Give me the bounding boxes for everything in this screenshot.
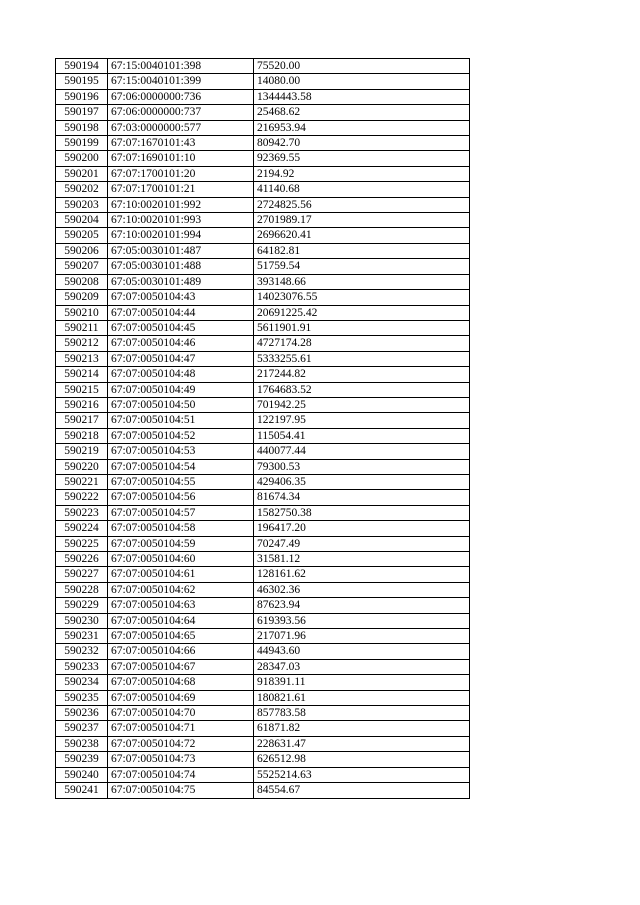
amount-cell: 228631.47 (254, 736, 470, 751)
cadastral-number-cell: 67:07:0050104:43 (108, 290, 254, 305)
amount-cell: 1582750.38 (254, 505, 470, 520)
table-row (56, 567, 470, 582)
cadastral-number-cell: 67:07:0050104:51 (108, 413, 254, 428)
row-number-cell: 590202 (56, 182, 108, 197)
amount-cell: 28347.03 (254, 659, 470, 674)
cadastral-number-cell: 67:07:0050104:53 (108, 444, 254, 459)
table-row (56, 552, 470, 567)
row-number-cell: 590195 (56, 74, 108, 89)
row-number-cell: 590207 (56, 259, 108, 274)
amount-cell: 4727174.28 (254, 336, 470, 351)
row-number-cell: 590199 (56, 136, 108, 151)
amount-cell: 5333255.61 (254, 351, 470, 366)
table-row (56, 444, 470, 459)
cadastral-number-cell: 67:05:0030101:488 (108, 259, 254, 274)
row-number-cell: 590197 (56, 105, 108, 120)
row-number-cell: 590201 (56, 166, 108, 181)
cadastral-number-cell: 67:07:0050104:57 (108, 505, 254, 520)
cadastral-number-cell: 67:07:0050104:55 (108, 474, 254, 489)
amount-cell: 79300.53 (254, 459, 470, 474)
cadastral-number-cell: 67:07:0050104:71 (108, 721, 254, 736)
cadastral-number-cell: 67:07:0050104:66 (108, 644, 254, 659)
amount-cell: 84554.67 (254, 783, 470, 798)
table-row (56, 367, 470, 382)
cadastral-number-cell: 67:10:0020101:994 (108, 228, 254, 243)
table-row (56, 120, 470, 135)
cadastral-number-cell: 67:07:1700101:21 (108, 182, 254, 197)
table-row (56, 89, 470, 104)
table-row (56, 305, 470, 320)
table-row (56, 505, 470, 520)
row-number-cell: 590233 (56, 659, 108, 674)
table-row (56, 474, 470, 489)
table-row (56, 243, 470, 258)
amount-cell: 51759.54 (254, 259, 470, 274)
cadastral-number-cell: 67:07:0050104:44 (108, 305, 254, 320)
cadastral-number-cell: 67:07:0050104:47 (108, 351, 254, 366)
ledger-table-body (56, 59, 470, 799)
table-row (56, 521, 470, 536)
table-row (56, 136, 470, 151)
amount-cell: 61871.82 (254, 721, 470, 736)
amount-cell: 857783.58 (254, 706, 470, 721)
row-number-cell: 590219 (56, 444, 108, 459)
amount-cell: 626512.98 (254, 752, 470, 767)
table-row (56, 690, 470, 705)
row-number-cell: 590223 (56, 505, 108, 520)
cadastral-number-cell: 67:07:0050104:70 (108, 706, 254, 721)
table-row (56, 320, 470, 335)
amount-cell: 75520.00 (254, 59, 470, 74)
table-row (56, 644, 470, 659)
cadastral-number-cell: 67:03:0000000:577 (108, 120, 254, 135)
table-row (56, 74, 470, 89)
table-row (56, 721, 470, 736)
amount-cell: 128161.62 (254, 567, 470, 582)
row-number-cell: 590225 (56, 536, 108, 551)
row-number-cell: 590227 (56, 567, 108, 582)
cadastral-number-cell: 67:15:0040101:399 (108, 74, 254, 89)
table-row (56, 613, 470, 628)
table-row (56, 582, 470, 597)
row-number-cell: 590209 (56, 290, 108, 305)
table-row (56, 752, 470, 767)
cadastral-number-cell: 67:07:0050104:64 (108, 613, 254, 628)
row-number-cell: 590238 (56, 736, 108, 751)
row-number-cell: 590220 (56, 459, 108, 474)
row-number-cell: 590241 (56, 783, 108, 798)
table-row (56, 767, 470, 782)
cadastral-number-cell: 67:07:0050104:75 (108, 783, 254, 798)
amount-cell: 1764683.52 (254, 382, 470, 397)
cadastral-number-cell: 67:07:0050104:58 (108, 521, 254, 536)
table-row (56, 105, 470, 120)
row-number-cell: 590218 (56, 428, 108, 443)
cadastral-number-cell: 67:07:0050104:59 (108, 536, 254, 551)
cadastral-number-cell: 67:07:0050104:49 (108, 382, 254, 397)
document-page (55, 58, 469, 799)
amount-cell: 180821.61 (254, 690, 470, 705)
row-number-cell: 590205 (56, 228, 108, 243)
cadastral-number-cell: 67:10:0020101:993 (108, 213, 254, 228)
row-number-cell: 590226 (56, 552, 108, 567)
row-number-cell: 590235 (56, 690, 108, 705)
row-number-cell: 590224 (56, 521, 108, 536)
table-row (56, 166, 470, 181)
table-row (56, 490, 470, 505)
table-row (56, 706, 470, 721)
row-number-cell: 590196 (56, 89, 108, 104)
amount-cell: 44943.60 (254, 644, 470, 659)
amount-cell: 440077.44 (254, 444, 470, 459)
cadastral-number-cell: 67:07:0050104:65 (108, 629, 254, 644)
cadastral-number-cell: 67:07:0050104:52 (108, 428, 254, 443)
table-row (56, 274, 470, 289)
amount-cell: 70247.49 (254, 536, 470, 551)
row-number-cell: 590203 (56, 197, 108, 212)
cadastral-number-cell: 67:07:0050104:56 (108, 490, 254, 505)
row-number-cell: 590214 (56, 367, 108, 382)
amount-cell: 5525214.63 (254, 767, 470, 782)
cadastral-number-cell: 67:07:0050104:45 (108, 320, 254, 335)
table-row (56, 598, 470, 613)
cadastral-number-cell: 67:06:0000000:736 (108, 89, 254, 104)
row-number-cell: 590230 (56, 613, 108, 628)
cadastral-number-cell: 67:15:0040101:398 (108, 59, 254, 74)
cadastral-number-cell: 67:07:0050104:69 (108, 690, 254, 705)
table-row (56, 659, 470, 674)
table-row (56, 213, 470, 228)
row-number-cell: 590231 (56, 629, 108, 644)
table-row (56, 336, 470, 351)
cadastral-number-cell: 67:05:0030101:489 (108, 274, 254, 289)
row-number-cell: 590198 (56, 120, 108, 135)
amount-cell: 2194.92 (254, 166, 470, 181)
amount-cell: 1344443.58 (254, 89, 470, 104)
row-number-cell: 590217 (56, 413, 108, 428)
amount-cell: 701942.25 (254, 397, 470, 412)
cadastral-number-cell: 67:07:0050104:46 (108, 336, 254, 351)
row-number-cell: 590240 (56, 767, 108, 782)
table-row (56, 351, 470, 366)
table-row (56, 397, 470, 412)
cadastral-number-cell: 67:07:0050104:73 (108, 752, 254, 767)
row-number-cell: 590239 (56, 752, 108, 767)
table-row (56, 783, 470, 798)
row-number-cell: 590204 (56, 213, 108, 228)
amount-cell: 196417.20 (254, 521, 470, 536)
amount-cell: 216953.94 (254, 120, 470, 135)
row-number-cell: 590200 (56, 151, 108, 166)
cadastral-number-cell: 67:05:0030101:487 (108, 243, 254, 258)
cadastral-number-cell: 67:07:0050104:50 (108, 397, 254, 412)
amount-cell: 2701989.17 (254, 213, 470, 228)
row-number-cell: 590222 (56, 490, 108, 505)
row-number-cell: 590206 (56, 243, 108, 258)
cadastral-number-cell: 67:07:0050104:74 (108, 767, 254, 782)
cadastral-number-cell: 67:10:0020101:992 (108, 197, 254, 212)
amount-cell: 25468.62 (254, 105, 470, 120)
cadastral-number-cell: 67:07:0050104:72 (108, 736, 254, 751)
amount-cell: 81674.34 (254, 490, 470, 505)
cadastral-number-cell: 67:07:0050104:67 (108, 659, 254, 674)
table-row (56, 59, 470, 74)
cadastral-number-cell: 67:07:0050104:60 (108, 552, 254, 567)
amount-cell: 46302.36 (254, 582, 470, 597)
row-number-cell: 590236 (56, 706, 108, 721)
amount-cell: 115054.41 (254, 428, 470, 443)
amount-cell: 64182.81 (254, 243, 470, 258)
cadastral-number-cell: 67:07:1700101:20 (108, 166, 254, 181)
amount-cell: 14080.00 (254, 74, 470, 89)
table-row (56, 228, 470, 243)
table-row (56, 382, 470, 397)
row-number-cell: 590216 (56, 397, 108, 412)
amount-cell: 87623.94 (254, 598, 470, 613)
row-number-cell: 590194 (56, 59, 108, 74)
amount-cell: 217244.82 (254, 367, 470, 382)
cadastral-number-cell: 67:07:1670101:43 (108, 136, 254, 151)
table-row (56, 459, 470, 474)
row-number-cell: 590232 (56, 644, 108, 659)
cadastral-number-cell: 67:07:0050104:68 (108, 675, 254, 690)
amount-cell: 429406.35 (254, 474, 470, 489)
table-row (56, 675, 470, 690)
cadastral-number-cell: 67:07:0050104:48 (108, 367, 254, 382)
amount-cell: 14023076.55 (254, 290, 470, 305)
amount-cell: 20691225.42 (254, 305, 470, 320)
table-row (56, 413, 470, 428)
table-row (56, 428, 470, 443)
cadastral-number-cell: 67:07:0050104:62 (108, 582, 254, 597)
row-number-cell: 590215 (56, 382, 108, 397)
table-row (56, 736, 470, 751)
amount-cell: 31581.12 (254, 552, 470, 567)
amount-cell: 918391.11 (254, 675, 470, 690)
cadastral-number-cell: 67:07:0050104:61 (108, 567, 254, 582)
cadastral-number-cell: 67:07:0050104:54 (108, 459, 254, 474)
table-row (56, 536, 470, 551)
amount-cell: 217071.96 (254, 629, 470, 644)
row-number-cell: 590213 (56, 351, 108, 366)
amount-cell: 393148.66 (254, 274, 470, 289)
row-number-cell: 590210 (56, 305, 108, 320)
row-number-cell: 590208 (56, 274, 108, 289)
row-number-cell: 590229 (56, 598, 108, 613)
amount-cell: 80942.70 (254, 136, 470, 151)
row-number-cell: 590211 (56, 320, 108, 335)
table-row (56, 151, 470, 166)
row-number-cell: 590221 (56, 474, 108, 489)
amount-cell: 619393.56 (254, 613, 470, 628)
cadastral-number-cell: 67:07:1690101:10 (108, 151, 254, 166)
amount-cell: 41140.68 (254, 182, 470, 197)
amount-cell: 2724825.56 (254, 197, 470, 212)
row-number-cell: 590228 (56, 582, 108, 597)
amount-cell: 92369.55 (254, 151, 470, 166)
table-row (56, 259, 470, 274)
row-number-cell: 590237 (56, 721, 108, 736)
cadastral-number-cell: 67:07:0050104:63 (108, 598, 254, 613)
table-row (56, 197, 470, 212)
amount-cell: 2696620.41 (254, 228, 470, 243)
table-row (56, 290, 470, 305)
table-row (56, 182, 470, 197)
amount-cell: 5611901.91 (254, 320, 470, 335)
ledger-table (55, 58, 470, 799)
table-row (56, 629, 470, 644)
cadastral-number-cell: 67:06:0000000:737 (108, 105, 254, 120)
row-number-cell: 590212 (56, 336, 108, 351)
amount-cell: 122197.95 (254, 413, 470, 428)
row-number-cell: 590234 (56, 675, 108, 690)
